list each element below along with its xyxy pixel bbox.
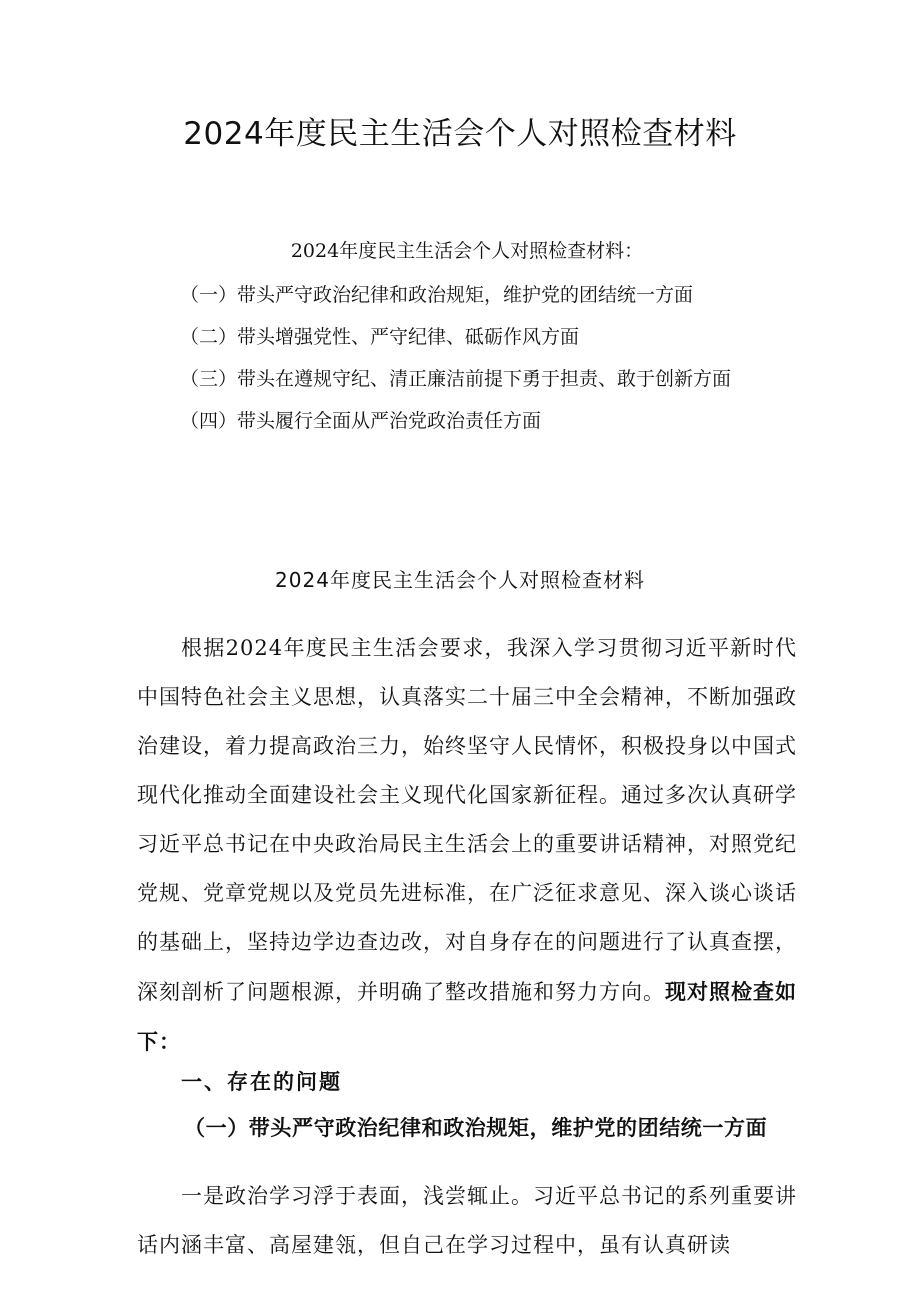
paragraph-political-study: 一是政治学习浮于表面，浅尝辄止。习近平总书记的系列重要讲话内涵丰富、高屋建瓴，但自己在学习过程中，虽有认真研读 [137,1184,797,1257]
toc-heading: 2024年度民主生活会个人对照检查材料： [290,240,644,262]
intro-paragraph [137,624,797,1067]
document-title: 2024年度民主生活会个人对照检查材料 [183,116,737,152]
intro-text: 根据2024年度民主生活会要求，我深入学习贯彻习近平新时代中国特色社会主义思想，认真落实二十届三中全会精神，不断加强政治建设，着力提高政治三力，始终坚守人民情怀，积极投身以中国式现代化推动全面建设社会主义现代化国家新征程。通过多次认真研学习近平总书记在中央政治局民主生活会上的重要讲话精神，对照党纪党规、党章党规以及党员先进标准，在广泛征求意见、深入谈心谈话的基础上，坚持边学边查边改，对自身存在的问题进行了认真查摆，深刻剖析了问题根源，并明确了整改措施和努力方向。 [137,636,797,1004]
toc-item: （四）带头履行全面从严治党政治责任方面 [180,410,542,432]
toc-item: （一）带头严守政治纪律和政治规矩，维护党的团结统一方面 [180,284,694,306]
intro-tail: 现对照检查如下： [137,979,797,1054]
subheading-political-discipline: （一）带头严守政治纪律和政治规矩，维护党的团结统一方面 [184,1115,768,1140]
section-title: 2024年度民主生活会个人对照检查材料 [275,568,645,592]
heading-existing-problems: 一、存在的问题 [181,1069,342,1094]
table-of-contents [0,236,920,448]
toc-list [0,280,920,448]
toc-item: （二）带头增强党性、严守纪律、砥砺作风方面 [180,326,580,348]
toc-item: （三）带头在遵规守纪、清正廉洁前提下勇于担责、敢于创新方面 [180,368,732,390]
